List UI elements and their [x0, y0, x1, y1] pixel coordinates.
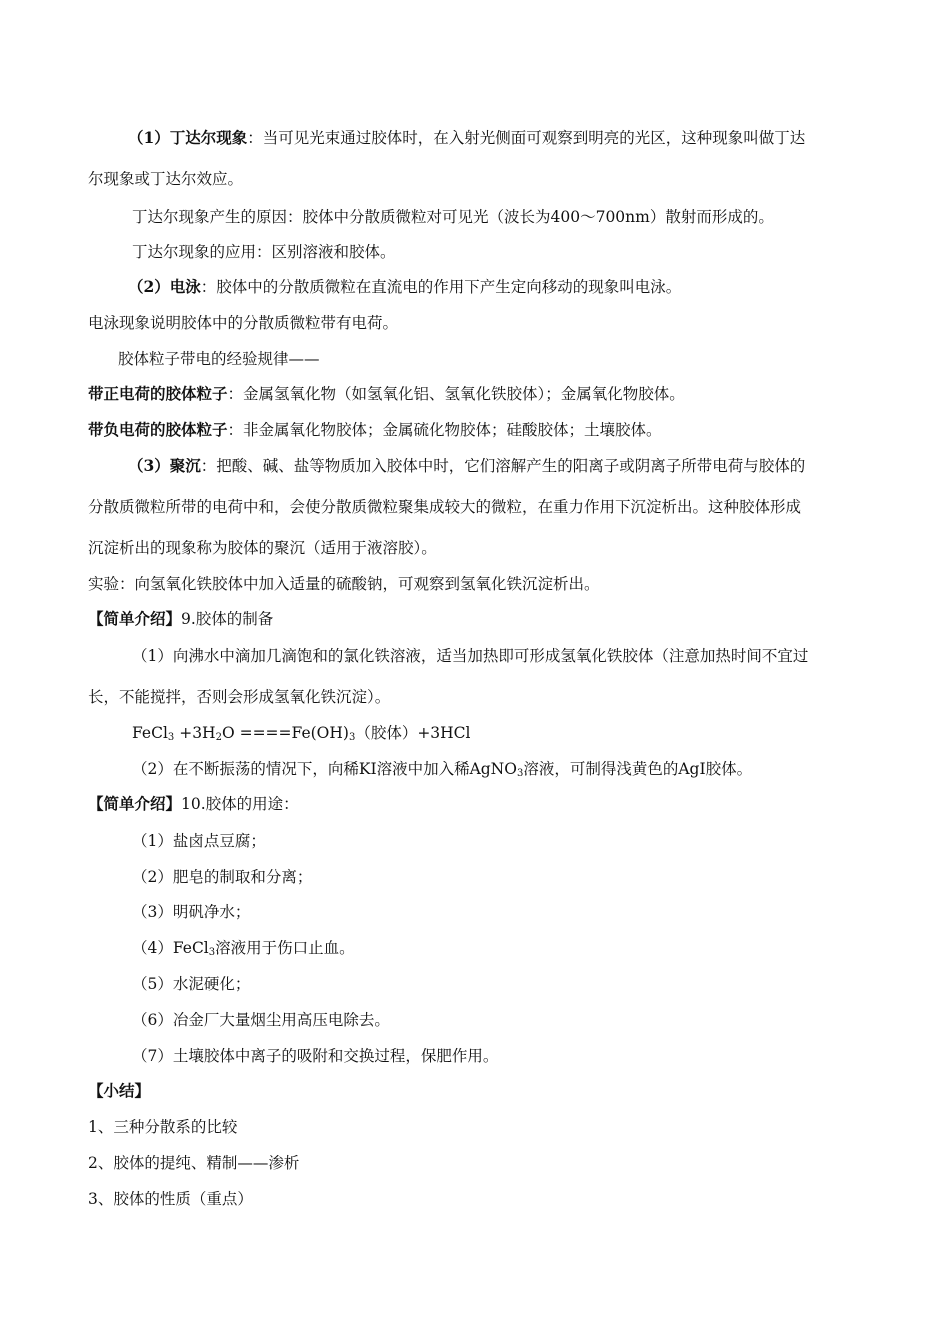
- experiment-line: 实验：向氢氧化铁胶体中加入适量的硫酸钠，可观察到氢氧化铁沉淀析出。: [88, 575, 600, 593]
- summary-item: 1、三种分散系的比较: [88, 1118, 238, 1136]
- electrophoresis-text: ：胶体中的分散质微粒在直流电的作用下产生定向移动的现象叫电泳。: [200, 278, 682, 296]
- equation-part: +3H: [174, 724, 216, 742]
- electrophoresis-line-2: 电泳现象说明胶体中的分散质微粒带有电荷。: [88, 314, 399, 332]
- equation-part: FeCl: [132, 724, 168, 742]
- negative-charge-line: [88, 420, 878, 440]
- coagulation-line-3: 沉淀析出的现象称为胶体的聚沉（适用于液溶胶）。: [88, 539, 437, 557]
- preparation-2-subscript: 3: [516, 768, 524, 779]
- use-item: （6）冶金厂大量烟尘用高压电除去。: [132, 1011, 390, 1029]
- preparation-1-line-1: （1）向沸水中滴加几滴饱和的氯化铁溶液，适当加热即可形成氢氧化铁胶体（注意加热时间不宜过: [132, 647, 809, 665]
- equation-subscript: 3: [348, 732, 356, 743]
- intro-9-heading: [88, 609, 878, 629]
- equation-subscript: 2: [215, 732, 222, 743]
- use-item: （5）水泥硬化；: [132, 975, 251, 993]
- use-item: [132, 938, 922, 963]
- intro-10-text: 10.胶体的用途：: [181, 795, 299, 813]
- preparation-2-part: 溶液，可制得浅黄色的AgI胶体。: [523, 760, 753, 778]
- use-item: （7）土壤胶体中离子的吸附和交换过程，保肥作用。: [132, 1047, 499, 1065]
- electrophoresis-label: （2）电泳: [128, 277, 201, 296]
- summary-item: 3、胶体的性质（重点）: [88, 1190, 253, 1208]
- tyndall-cause: 丁达尔现象产生的原因：胶体中分散质微粒对可见光（波长为400～700nm）散射而形成的。: [132, 208, 774, 226]
- coagulation-line-2: 分散质微粒所带的电荷中和，会使分散质微粒聚集成较大的微粒，在重力作用下沉淀析出。这种胶体形成: [88, 498, 802, 516]
- preparation-2-part: （2）在不断振荡的情况下，向稀KI溶液中加入稀AgNO: [132, 760, 517, 778]
- positive-charge-label: 带正电荷的胶体粒子: [88, 384, 228, 403]
- tyndall-paragraph-line-1: [128, 128, 918, 148]
- use-item: （1）盐卤点豆腐；: [132, 832, 266, 850]
- intro-9-text: 9.胶体的制备: [181, 610, 274, 628]
- use-4-part: （4）FeCl: [132, 939, 209, 957]
- positive-charge-line: [88, 384, 878, 404]
- use-item: （2）肥皂的制取和分离；: [132, 868, 313, 886]
- equation-part: O ====Fe(OH): [221, 724, 349, 742]
- tyndall-use: 丁达尔现象的应用：区别溶液和胶体。: [132, 243, 396, 261]
- electrophoresis-line-1: [128, 277, 918, 297]
- coagulation-label: （3）聚沉: [128, 456, 201, 475]
- use-4-subscript: 3: [208, 947, 216, 958]
- equation-subscript: 3: [167, 732, 175, 743]
- tyndall-label: （1）丁达尔现象: [128, 128, 248, 147]
- negative-charge-text: ：非金属氧化物胶体；金属硫化物胶体；硅酸胶体；土壤胶体。: [227, 421, 662, 439]
- negative-charge-label: 带负电荷的胶体粒子: [88, 420, 228, 439]
- preparation-2-line: [132, 759, 922, 784]
- use-item: （3）明矾净水；: [132, 903, 251, 921]
- tyndall-paragraph-line-2: 尔现象或丁达尔效应。: [88, 170, 244, 188]
- summary-item: 2、胶体的提纯、精制——渗析: [88, 1154, 300, 1172]
- charge-rule: 胶体粒子带电的经验规律——: [118, 350, 320, 368]
- intro-9-label: 【简单介绍】: [88, 609, 182, 628]
- intro-10-label: 【简单介绍】: [88, 794, 182, 813]
- intro-10-heading: [88, 794, 878, 814]
- preparation-1-line-2: 长，不能搅拌，否则会形成氢氧化铁沉淀）。: [88, 688, 391, 706]
- coagulation-line-1: [128, 456, 918, 476]
- coagulation-text: ：把酸、碱、盐等物质加入胶体中时，它们溶解产生的阳离子或阴离子所带电荷与胶体的: [200, 457, 806, 475]
- chemical-equation: [132, 723, 922, 748]
- equation-part: （胶体）+3HCl: [355, 724, 471, 742]
- tyndall-text: ：当可见光束通过胶体时，在入射光侧面可观察到明亮的光区，这种现象叫做丁达: [247, 129, 806, 147]
- use-4-part: 溶液用于伤口止血。: [215, 939, 355, 957]
- summary-title: 【小结】: [88, 1081, 151, 1100]
- positive-charge-text: ：金属氢氧化物（如氢氧化铝、氢氧化铁胶体）；金属氧化物胶体。: [227, 385, 685, 403]
